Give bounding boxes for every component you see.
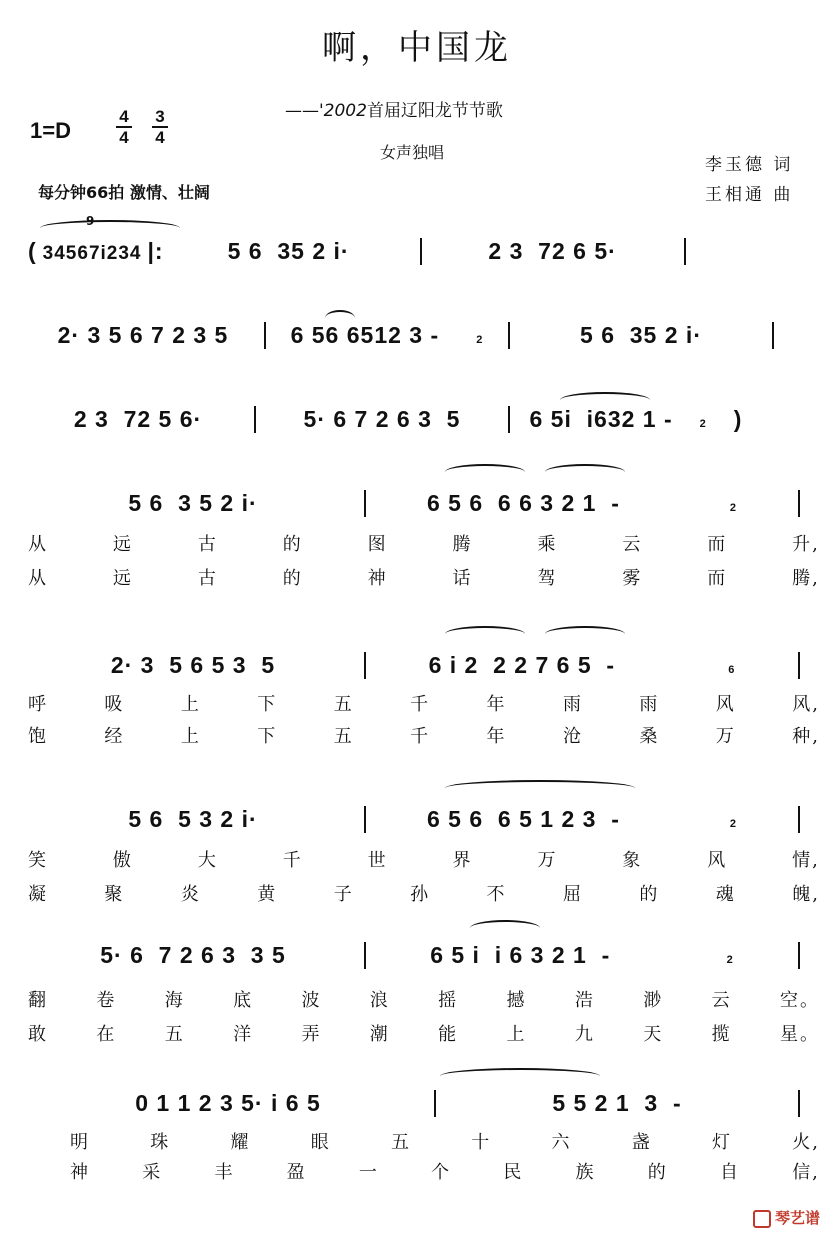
- slur-line-8: [440, 1068, 600, 1084]
- barline: [264, 322, 266, 349]
- measure-notes: 2· 3 5 6 7 2 3 5: [57, 322, 229, 348]
- lyric-syllable: 上: [180, 726, 201, 747]
- lyric-syllable: 桑: [639, 726, 660, 747]
- barline: [254, 406, 256, 433]
- lyric-syllable: 云: [622, 534, 643, 555]
- lyric-syllable: 在: [96, 1024, 117, 1045]
- lyric-syllable: 不: [486, 884, 507, 905]
- grace-note: 2: [476, 334, 484, 346]
- slur-line-4a: [445, 464, 525, 480]
- measure-8-2: [442, 1090, 792, 1117]
- lyric-syllable: 话: [452, 568, 473, 589]
- lyric-syllable: 驾: [537, 568, 558, 589]
- measure-notes: 5· 6 7 2 6 3 3 5: [100, 942, 286, 968]
- slur-line-6: [445, 780, 635, 796]
- barline: [508, 322, 510, 349]
- measure-notes: 6 5 6 6 5 1 2 3 -: [426, 806, 620, 832]
- lyrics-line-4-verse-2: [28, 564, 820, 590]
- lyric-syllable: 六: [551, 1132, 572, 1153]
- barline: [798, 806, 800, 833]
- measure-notes: 0 1 1 2 3 5· i 6 5: [135, 1090, 321, 1116]
- score-line-2: [28, 322, 820, 349]
- measure-4-2: [372, 490, 792, 517]
- watermark-icon: [753, 1210, 771, 1228]
- lyric-syllable: 远: [112, 534, 133, 555]
- intro-count-mark: 9: [86, 214, 95, 228]
- measure-notes: 2 3 72 5 6·: [73, 406, 203, 432]
- lyric-syllable: 古: [197, 534, 218, 555]
- lyric-syllable: 千: [282, 850, 303, 871]
- lyric-syllable: 风: [707, 850, 728, 871]
- time-signature-1: [114, 108, 134, 146]
- barline: [684, 238, 686, 265]
- barline: [434, 1090, 436, 1117]
- measure-3-1: [28, 406, 248, 433]
- lyric-syllable: 洋: [233, 1024, 254, 1045]
- measure-1-1: [164, 238, 414, 265]
- measure-notes: 5 6 5 3 2 i·: [128, 806, 258, 832]
- lyric-syllable: 眼: [310, 1132, 331, 1153]
- measure-notes: 6 56 6512 3 -: [290, 322, 440, 348]
- lyric-syllable: 一: [358, 1162, 379, 1183]
- lyric-syllable: 的: [647, 1162, 668, 1183]
- lyric-syllable: 种,: [792, 726, 820, 747]
- measure-2-2: [272, 322, 502, 349]
- lyric-syllable: 年: [486, 694, 507, 715]
- measure-5-1: [28, 652, 358, 679]
- subtitle-text: 首届辽阳龙节节歌: [366, 101, 503, 121]
- slur-intro: [40, 220, 180, 236]
- lyric-syllable: 黄: [257, 884, 278, 905]
- lyric-syllable: 耀: [230, 1132, 251, 1153]
- lyric-syllable: 信,: [792, 1162, 820, 1183]
- measure-2-1: [28, 322, 258, 349]
- lyrics-line-7-verse-1: [28, 986, 820, 1012]
- slur-line-7: [470, 920, 540, 936]
- lyric-syllable: 波: [301, 990, 322, 1011]
- grace-note: 2: [729, 502, 737, 514]
- lyric-syllable: 而: [707, 534, 728, 555]
- lyric-syllable: 神: [70, 1162, 90, 1183]
- lyric-syllable: 吸: [104, 694, 125, 715]
- measure-1-2: [428, 238, 678, 265]
- subtitle-dash: ——: [285, 101, 319, 121]
- lyric-syllable: 浩: [574, 990, 595, 1011]
- lyric-syllable: 从: [28, 534, 48, 555]
- measure-notes: 2 3 72 6 5·: [488, 238, 617, 264]
- measure-notes: 6 5 i i 6 3 2 1 -: [430, 942, 611, 968]
- lyric-syllable: 海: [164, 990, 185, 1011]
- lyric-syllable: 的: [639, 884, 660, 905]
- lyric-syllable: 的: [282, 568, 303, 589]
- slur-line-5a: [445, 626, 525, 642]
- lyric-syllable: 十: [471, 1132, 492, 1153]
- lyric-syllable: 九: [574, 1024, 595, 1045]
- lyric-syllable: 年: [486, 726, 507, 747]
- lyric-syllable: 五: [164, 1024, 185, 1045]
- lyric-syllable: 腾,: [792, 568, 820, 589]
- lyric-syllable: 自: [719, 1162, 740, 1183]
- lyric-syllable: 云: [711, 990, 732, 1011]
- lyric-syllable: 卷: [96, 990, 117, 1011]
- measure-5-2: [372, 652, 792, 679]
- lyric-syllable: 乘: [537, 534, 558, 555]
- lyric-syllable: 的: [282, 534, 303, 555]
- lyric-syllable: 盈: [286, 1162, 307, 1183]
- song-subtitle: [285, 96, 503, 121]
- grace-note: 2: [699, 418, 707, 430]
- barline: [798, 942, 800, 969]
- grace-note: 2: [726, 954, 734, 966]
- barline: [798, 490, 800, 517]
- lyric-syllable: 天: [643, 1024, 664, 1045]
- lyric-syllable: 大: [197, 850, 218, 871]
- lyric-syllable: 风: [715, 694, 736, 715]
- lyric-syllable: 沧: [562, 726, 583, 747]
- grace-note: 6: [728, 664, 736, 676]
- lyric-syllable: 万: [537, 850, 558, 871]
- lyrics-line-5-verse-1: [28, 690, 820, 716]
- score-line-7: [28, 942, 820, 969]
- score-line-3: [28, 406, 820, 433]
- barline: [798, 1090, 800, 1117]
- lyric-syllable: 聚: [104, 884, 125, 905]
- measure-7-2: [372, 942, 792, 969]
- lyric-syllable: 从: [28, 568, 48, 589]
- lyric-syllable: 神: [367, 568, 388, 589]
- score-line-6: [28, 806, 820, 833]
- lyric-syllable: 浪: [369, 990, 390, 1011]
- performer-label: 女声独唱: [380, 143, 445, 162]
- lyrics-line-4-verse-1: [28, 530, 820, 556]
- lyric-syllable: 风,: [792, 694, 820, 715]
- lyric-syllable: 撼: [506, 990, 527, 1011]
- lyric-syllable: 五: [333, 694, 354, 715]
- measure-notes: 5 6 3 5 2 i·: [128, 490, 258, 516]
- lyric-syllable: 揽: [711, 1024, 732, 1045]
- measure-7-1: [28, 942, 358, 969]
- lyric-syllable: 古: [197, 568, 218, 589]
- measure-notes: 6 5i i632 1 -: [529, 406, 673, 432]
- lyric-syllable: 万: [715, 726, 736, 747]
- lyric-syllable: 底: [233, 990, 254, 1011]
- lyric-syllable: 图: [367, 534, 388, 555]
- lyric-syllable: 千: [410, 726, 431, 747]
- repeat-sign: |:: [147, 238, 164, 264]
- measure-6-1: [28, 806, 358, 833]
- lyric-syllable: 下: [257, 694, 278, 715]
- watermark-logo: [753, 1207, 820, 1228]
- lyric-syllable: 星。: [779, 1024, 820, 1045]
- barline: [798, 652, 800, 679]
- measure-2-3: [516, 322, 766, 349]
- measure-notes: 2· 3 5 6 5 3 5: [110, 652, 276, 678]
- lyric-syllable: 远: [112, 568, 133, 589]
- barline: [420, 238, 422, 265]
- open-paren: (: [28, 238, 37, 264]
- lyric-syllable: 凝: [28, 884, 48, 905]
- lyric-syllable: 珠: [150, 1132, 171, 1153]
- score-line-8: [28, 1090, 820, 1117]
- measure-notes: 6 i 2 2 2 7 6 5 -: [428, 652, 616, 678]
- tempo-marking: 每分钟66拍 激情、壮阔: [38, 183, 210, 202]
- lyric-syllable: 明: [70, 1132, 90, 1153]
- lyric-syllable: 丰: [214, 1162, 235, 1183]
- lyric-syllable: 腾: [452, 534, 473, 555]
- lyric-syllable: 雾: [622, 568, 643, 589]
- lyrics-line-8-verse-1: [70, 1128, 820, 1154]
- lyric-syllable: 千: [410, 694, 431, 715]
- measure-8-1: [28, 1090, 428, 1117]
- lyric-syllable: 下: [257, 726, 278, 747]
- lyric-syllable: 而: [707, 568, 728, 589]
- time-sig-1-den: 4: [119, 128, 129, 147]
- score-line-1: [28, 238, 820, 265]
- lyric-syllable: 空。: [779, 990, 820, 1011]
- lyric-syllable: 雨: [562, 694, 583, 715]
- lyric-syllable: 上: [506, 1024, 527, 1045]
- score-line-4: [28, 490, 820, 517]
- lyric-syllable: 潮: [369, 1024, 390, 1045]
- lyric-syllable: 界: [452, 850, 473, 871]
- lyric-syllable: 雨: [639, 694, 660, 715]
- lyric-syllable: 盏: [631, 1132, 652, 1153]
- intro-notes: 34567i234: [42, 243, 142, 264]
- lyric-syllable: 渺: [643, 990, 664, 1011]
- lyric-syllable: 摇: [438, 990, 459, 1011]
- lyric-syllable: 屈: [562, 884, 583, 905]
- time-sig-1-num: 4: [119, 107, 129, 126]
- measure-notes: 5 5 2 1 3 -: [552, 1090, 682, 1116]
- measure-4-1: [28, 490, 358, 517]
- lyric-syllable: 弄: [301, 1024, 322, 1045]
- barline: [772, 322, 774, 349]
- lyric-syllable: 民: [503, 1162, 524, 1183]
- lyric-syllable: 上: [180, 694, 201, 715]
- time-sig-2-num: 3: [155, 107, 165, 126]
- measure-3-2: [262, 406, 502, 433]
- song-title: 啊，中国龙: [322, 28, 512, 68]
- lyric-syllable: 个: [431, 1162, 452, 1183]
- barline: [364, 806, 366, 833]
- lyric-syllable: 翻: [28, 990, 48, 1011]
- lyric-syllable: 象: [622, 850, 643, 871]
- subtitle-year: '2002: [319, 101, 367, 121]
- lyric-syllable: 孙: [410, 884, 431, 905]
- lyric-syllable: 五: [391, 1132, 411, 1153]
- lyric-syllable: 呼: [28, 694, 48, 715]
- lyricist-credit: 李玉德 词: [705, 155, 794, 175]
- lyric-syllable: 五: [333, 726, 354, 747]
- measure-notes: 5 6 35 2 i·: [580, 322, 702, 348]
- lyric-syllable: 世: [367, 850, 388, 871]
- lyrics-line-7-verse-2: [28, 1020, 820, 1046]
- key-signature: 1=D: [30, 118, 71, 143]
- lyric-syllable: 饱: [28, 726, 48, 747]
- lyric-syllable: 炎: [180, 884, 201, 905]
- time-sig-2-den: 4: [155, 128, 165, 147]
- lyrics-line-5-verse-2: [28, 722, 820, 748]
- lyrics-line-6-verse-1: [28, 846, 820, 872]
- lyric-syllable: 魂: [715, 884, 736, 905]
- measure-3-3: [516, 406, 756, 433]
- lyric-syllable: 灯: [712, 1132, 732, 1153]
- grace-note: 2: [729, 818, 737, 830]
- slur-line-5b: [545, 626, 625, 642]
- composer-credit: 王相通 曲: [705, 185, 794, 205]
- lyric-syllable: 能: [438, 1024, 459, 1045]
- lyric-syllable: 族: [575, 1162, 596, 1183]
- lyric-syllable: 魄,: [792, 884, 820, 905]
- measure-6-2: [372, 806, 792, 833]
- close-paren: ): [733, 406, 743, 432]
- barline: [508, 406, 510, 433]
- barline: [364, 490, 366, 517]
- score-line-5: [28, 652, 820, 679]
- barline: [364, 652, 366, 679]
- lyric-syllable: 情,: [792, 850, 820, 871]
- measure-notes: 5· 6 7 2 6 3 5: [303, 406, 461, 432]
- measure-notes: 6 5 6 6 6 3 2 1 -: [426, 490, 620, 516]
- lyric-syllable: 傲: [112, 850, 133, 871]
- lyric-syllable: 笑: [28, 850, 48, 871]
- lyric-syllable: 经: [104, 726, 125, 747]
- lyric-syllable: 火,: [792, 1132, 820, 1153]
- watermark-text: 琴艺谱: [774, 1209, 820, 1227]
- lyric-syllable: 升,: [792, 534, 820, 555]
- lyric-syllable: 敢: [28, 1024, 48, 1045]
- lyric-syllable: 子: [333, 884, 354, 905]
- barline: [364, 942, 366, 969]
- lyric-syllable: 采: [142, 1162, 163, 1183]
- time-signature-2: [150, 108, 170, 146]
- lyrics-line-6-verse-2: [28, 880, 820, 906]
- slur-line-4b: [545, 464, 625, 480]
- measure-notes: 5 6 35 2 i·: [227, 238, 350, 264]
- lyrics-line-8-verse-2: [70, 1158, 820, 1184]
